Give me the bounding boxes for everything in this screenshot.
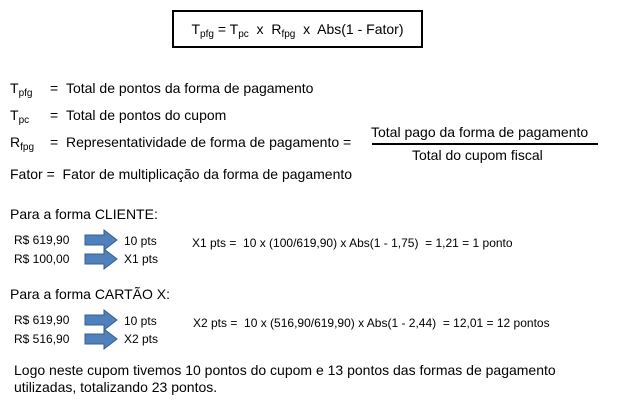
fraction-denominator: Total do cupom fiscal xyxy=(412,147,543,163)
cliente-value1: R$ 619,90 xyxy=(14,233,70,247)
conclusion-line2: utilizadas, totalizando 23 pontos. xyxy=(14,379,218,395)
cartao-result2: X2 pts xyxy=(124,332,159,346)
cartao-calculation: X2 pts = 10 x (516,90/619,90) x Abs(1 - 2,44) = 12,01 = 12 pontos xyxy=(193,316,550,330)
fraction-numerator: Total pago da forma de pagamento xyxy=(371,124,589,140)
cliente-value2: R$ 100,00 xyxy=(14,252,70,266)
arrow-right-icon xyxy=(84,328,118,350)
cartao-heading: Para a forma CARTÃO X: xyxy=(10,286,171,302)
arrow-right-icon xyxy=(84,248,118,270)
cliente-calculation: X1 pts = 10 x (100/619,90) x Abs(1 - 1,75) = 1,21 = 1 ponto xyxy=(192,236,513,250)
formula-text: $T_{pfg} = T_{pc}$ x $R_{fpg}$ x Abs(1 - Fator) xyxy=(191,21,404,40)
definition-tpfg: $T_{pfg}$ = Total de pontos da forma de pagamento xyxy=(10,80,314,99)
cartao-result1: 10 pts xyxy=(124,314,157,328)
main-formula-box xyxy=(172,10,423,48)
definition-rfpg: $R_{fpg}$ = Representatividade de forma de pagamento = xyxy=(10,134,352,153)
cliente-heading: Para a forma CLIENTE: xyxy=(10,206,158,222)
cliente-result1: 10 pts xyxy=(124,234,157,248)
definition-tpc: $T_{pc}$ = Total de pontos do cupom xyxy=(10,107,227,126)
cartao-value2: R$ 516,90 xyxy=(14,332,70,346)
conclusion-line1: Logo neste cupom tivemos 10 pontos do cupom e 13 pontos das formas de pagamento xyxy=(14,362,556,378)
cliente-result2: X1 pts xyxy=(124,252,159,266)
fraction-line xyxy=(372,143,598,145)
definition-fator: Fator = Fator de multiplicação da forma de pagamento xyxy=(10,166,353,182)
cartao-value1: R$ 619,90 xyxy=(14,313,70,327)
